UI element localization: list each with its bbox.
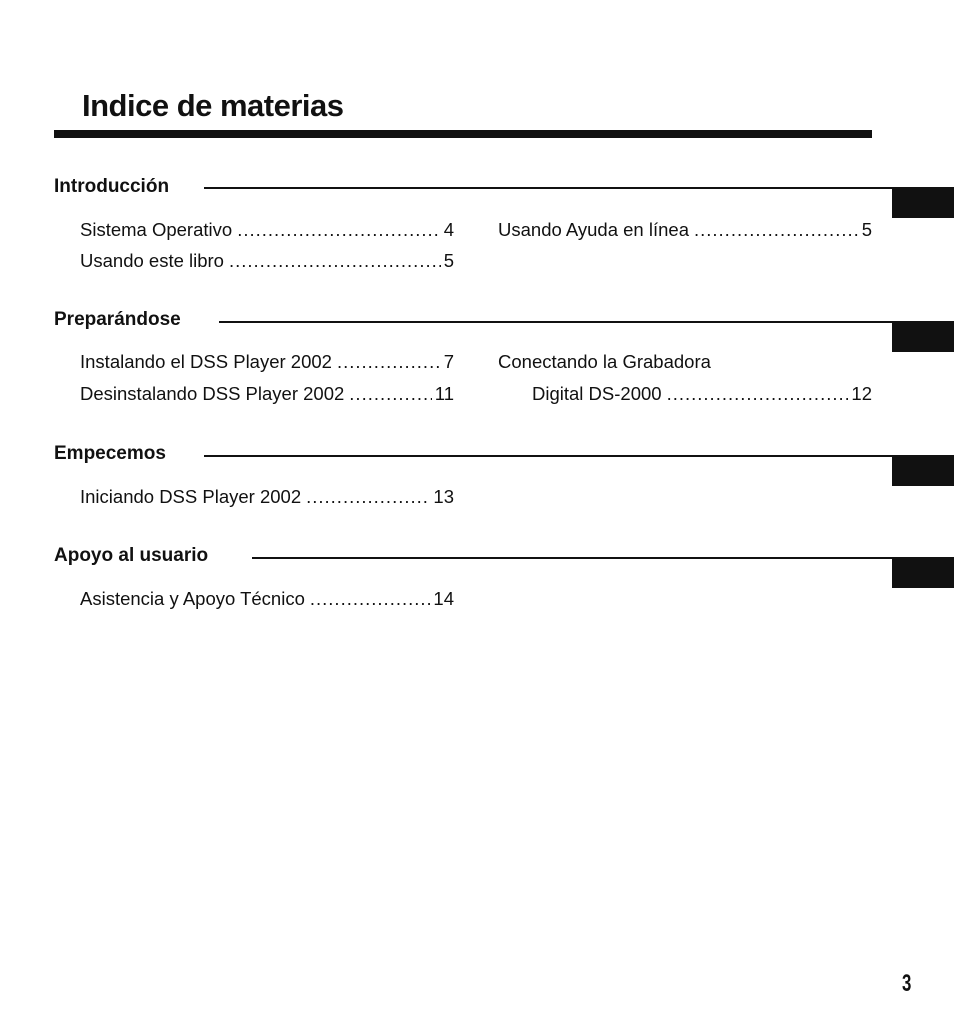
- section-title-introduccion: Introducción: [54, 176, 170, 197]
- toc-entry-page: 5: [443, 250, 454, 271]
- toc-entry-page: 5: [861, 219, 872, 240]
- toc-entry-label: Desinstalando DSS Player 2002: [80, 383, 345, 404]
- toc-entry-asistencia[interactable]: [80, 587, 454, 611]
- toc-entry-usando-ayuda[interactable]: [498, 218, 872, 242]
- toc-entry-iniciando[interactable]: [80, 485, 454, 509]
- dot-leader: [237, 218, 441, 242]
- page-title: Indice de materias: [82, 88, 344, 123]
- toc-entry-label: Usando Ayuda en línea: [498, 219, 689, 240]
- toc-entry-page: 14: [433, 588, 454, 609]
- toc-entry-label: Digital DS-2000: [532, 383, 662, 404]
- toc-entry-label: Instalando el DSS Player 2002: [80, 351, 332, 372]
- dot-leader: [694, 218, 859, 242]
- dot-leader: [337, 350, 441, 374]
- dot-leader: [349, 382, 431, 406]
- section-title-apoyo: Apoyo al usuario: [54, 545, 209, 566]
- section-tab: [892, 457, 954, 486]
- dot-leader: [306, 485, 430, 509]
- toc-entry-page: 11: [434, 383, 454, 404]
- toc-entry-label: Sistema Operativo: [80, 219, 233, 240]
- dot-leader: [667, 382, 849, 406]
- section-title-empecemos: Empecemos: [54, 443, 166, 464]
- toc-entry-label: Usando este libro: [80, 250, 224, 271]
- toc-entry-usando-este-libro[interactable]: [80, 249, 454, 273]
- page-number: 3: [902, 970, 912, 997]
- toc-entry-desinstalando[interactable]: [80, 382, 454, 406]
- toc-entry-conectando-line1[interactable]: Conectando la Grabadora: [498, 351, 711, 372]
- section-rule: [252, 557, 954, 559]
- dot-leader: [229, 249, 441, 273]
- section-tab: [892, 323, 954, 352]
- toc-entry-conectando[interactable]: [532, 382, 872, 406]
- section-title-preparandose: Preparándose: [54, 309, 181, 330]
- section-tab: [892, 189, 954, 218]
- section-rule: [219, 321, 954, 323]
- dot-leader: [310, 587, 431, 611]
- toc-entry-page: 4: [443, 219, 454, 240]
- toc-entry-page: 12: [851, 383, 872, 404]
- toc-entry-instalando[interactable]: [80, 350, 454, 374]
- toc-entry-sistema-operativo[interactable]: [80, 218, 454, 242]
- toc-entry-label: Asistencia y Apoyo Técnico: [80, 588, 305, 609]
- toc-entry-page: 7: [443, 351, 454, 372]
- toc-entry-page: 13: [433, 486, 454, 507]
- title-rule: [54, 130, 872, 138]
- toc-entry-label: Iniciando DSS Player 2002: [80, 486, 302, 507]
- section-tab: [892, 559, 954, 588]
- section-rule: [204, 187, 954, 189]
- section-rule: [204, 455, 954, 457]
